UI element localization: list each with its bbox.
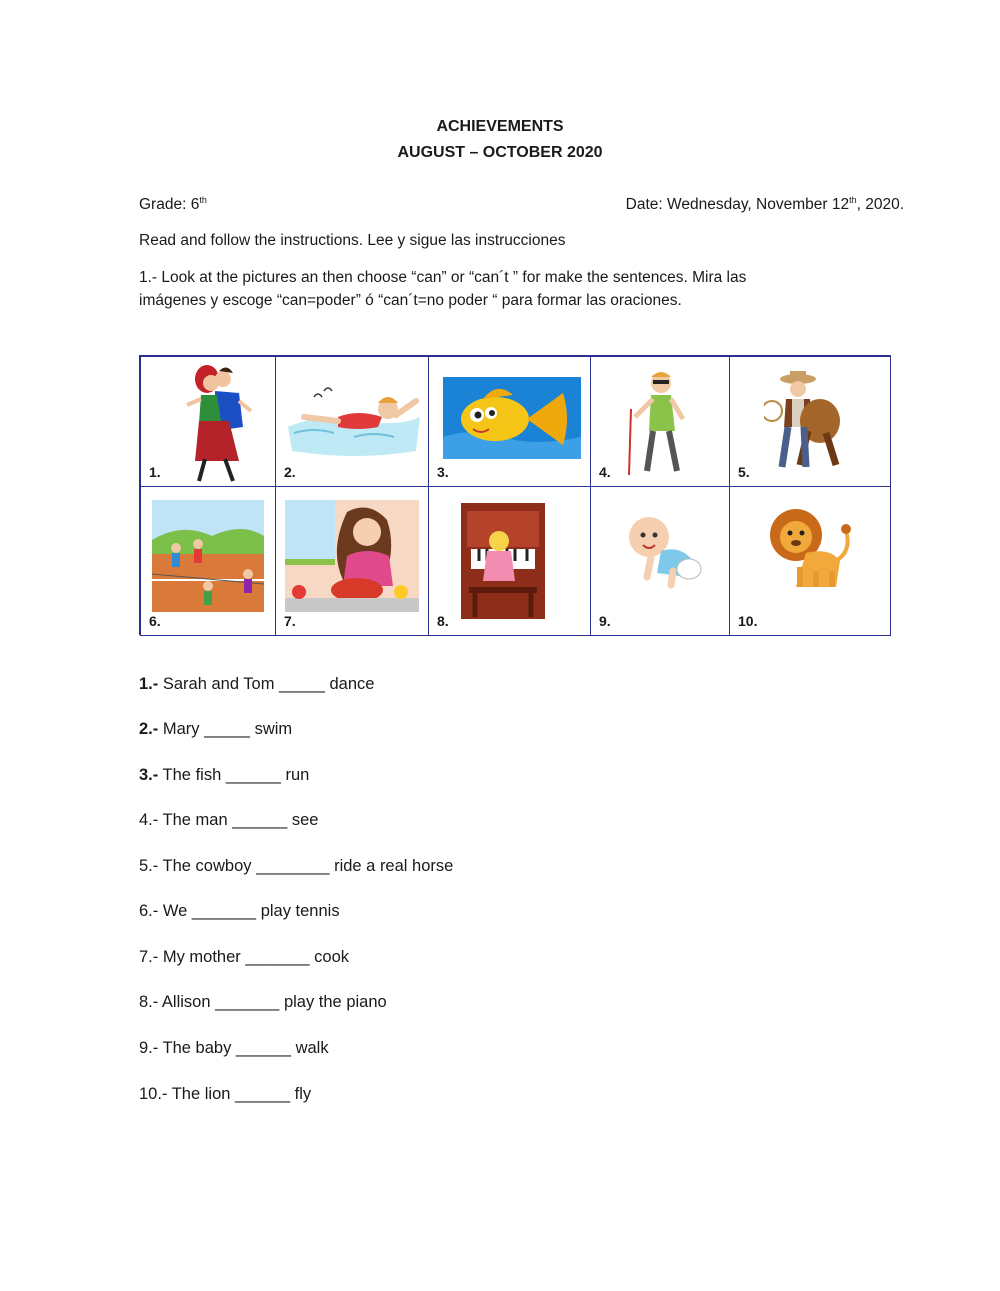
picture-number: 5. [738,464,750,480]
page-subtitle: AUGUST – OCTOBER 2020 [397,144,603,161]
sentence-1: 1.- Sarah and Tom _____ dance [139,675,375,693]
page-title: ACHIEVEMENTS [436,118,564,135]
picture-cell [428,486,591,636]
picture-cell [729,356,891,487]
picture-number: 4. [599,464,611,480]
grade-label: Grade: 6th [139,195,207,213]
picture-cell [729,486,891,636]
picture-number: 10. [738,613,758,629]
exercise-instructions-line1: 1.- Look at the pictures an then choose “can” or “can´t ” for make the sentences. Mira las [139,269,747,286]
sentence-2: 2.- Mary _____ swim [139,720,293,738]
lion-icon [766,505,852,591]
picture-cell [428,356,591,487]
picture-number: 3. [437,464,449,480]
picture-cell [590,356,730,487]
sentence-5: 5.- The cowboy ________ ride a real horse [139,857,454,875]
baby-crawling-icon [621,511,705,591]
sentence-6: 6.- We _______ play tennis [139,902,340,920]
fish-icon [443,377,581,459]
sentence-9: 9.- The baby ______ walk [139,1039,329,1057]
blind-man-icon [625,369,705,479]
picture-number: 6. [149,613,161,629]
tennis-kids-icon [152,500,264,612]
cowboy-icon [764,371,850,483]
picture-cell [140,486,276,636]
picture-cell [275,486,429,636]
instructions-text: Read and follow the instructions. Lee y sigue las instrucciones [139,232,566,249]
date-label: Date: Wednesday, November 12th, 2020. [625,195,904,213]
picture-number: 8. [437,613,449,629]
picture-number: 9. [599,613,611,629]
picture-cell [275,356,429,487]
picture-grid [139,355,891,635]
picture-number: 2. [284,464,296,480]
exercise-instructions-line2: imágenes y escoge “can=poder” ó “can´t=no poder “ para formar las oraciones. [139,292,682,309]
picture-number: 1. [149,464,161,480]
picture-cell [140,356,276,487]
mother-cooking-icon [285,500,419,612]
swimmer-icon [284,387,424,459]
picture-cell [590,486,730,636]
sentence-10: 10.- The lion ______ fly [139,1085,312,1103]
sentence-3: 3.- The fish ______ run [139,766,310,784]
dancing-couple-icon [179,361,255,485]
girl-piano-icon [459,501,547,621]
sentence-8: 8.- Allison _______ play the piano [139,993,387,1011]
picture-number: 7. [284,613,296,629]
sentence-4: 4.- The man ______ see [139,811,319,829]
sentence-7: 7.- My mother _______ cook [139,948,350,966]
